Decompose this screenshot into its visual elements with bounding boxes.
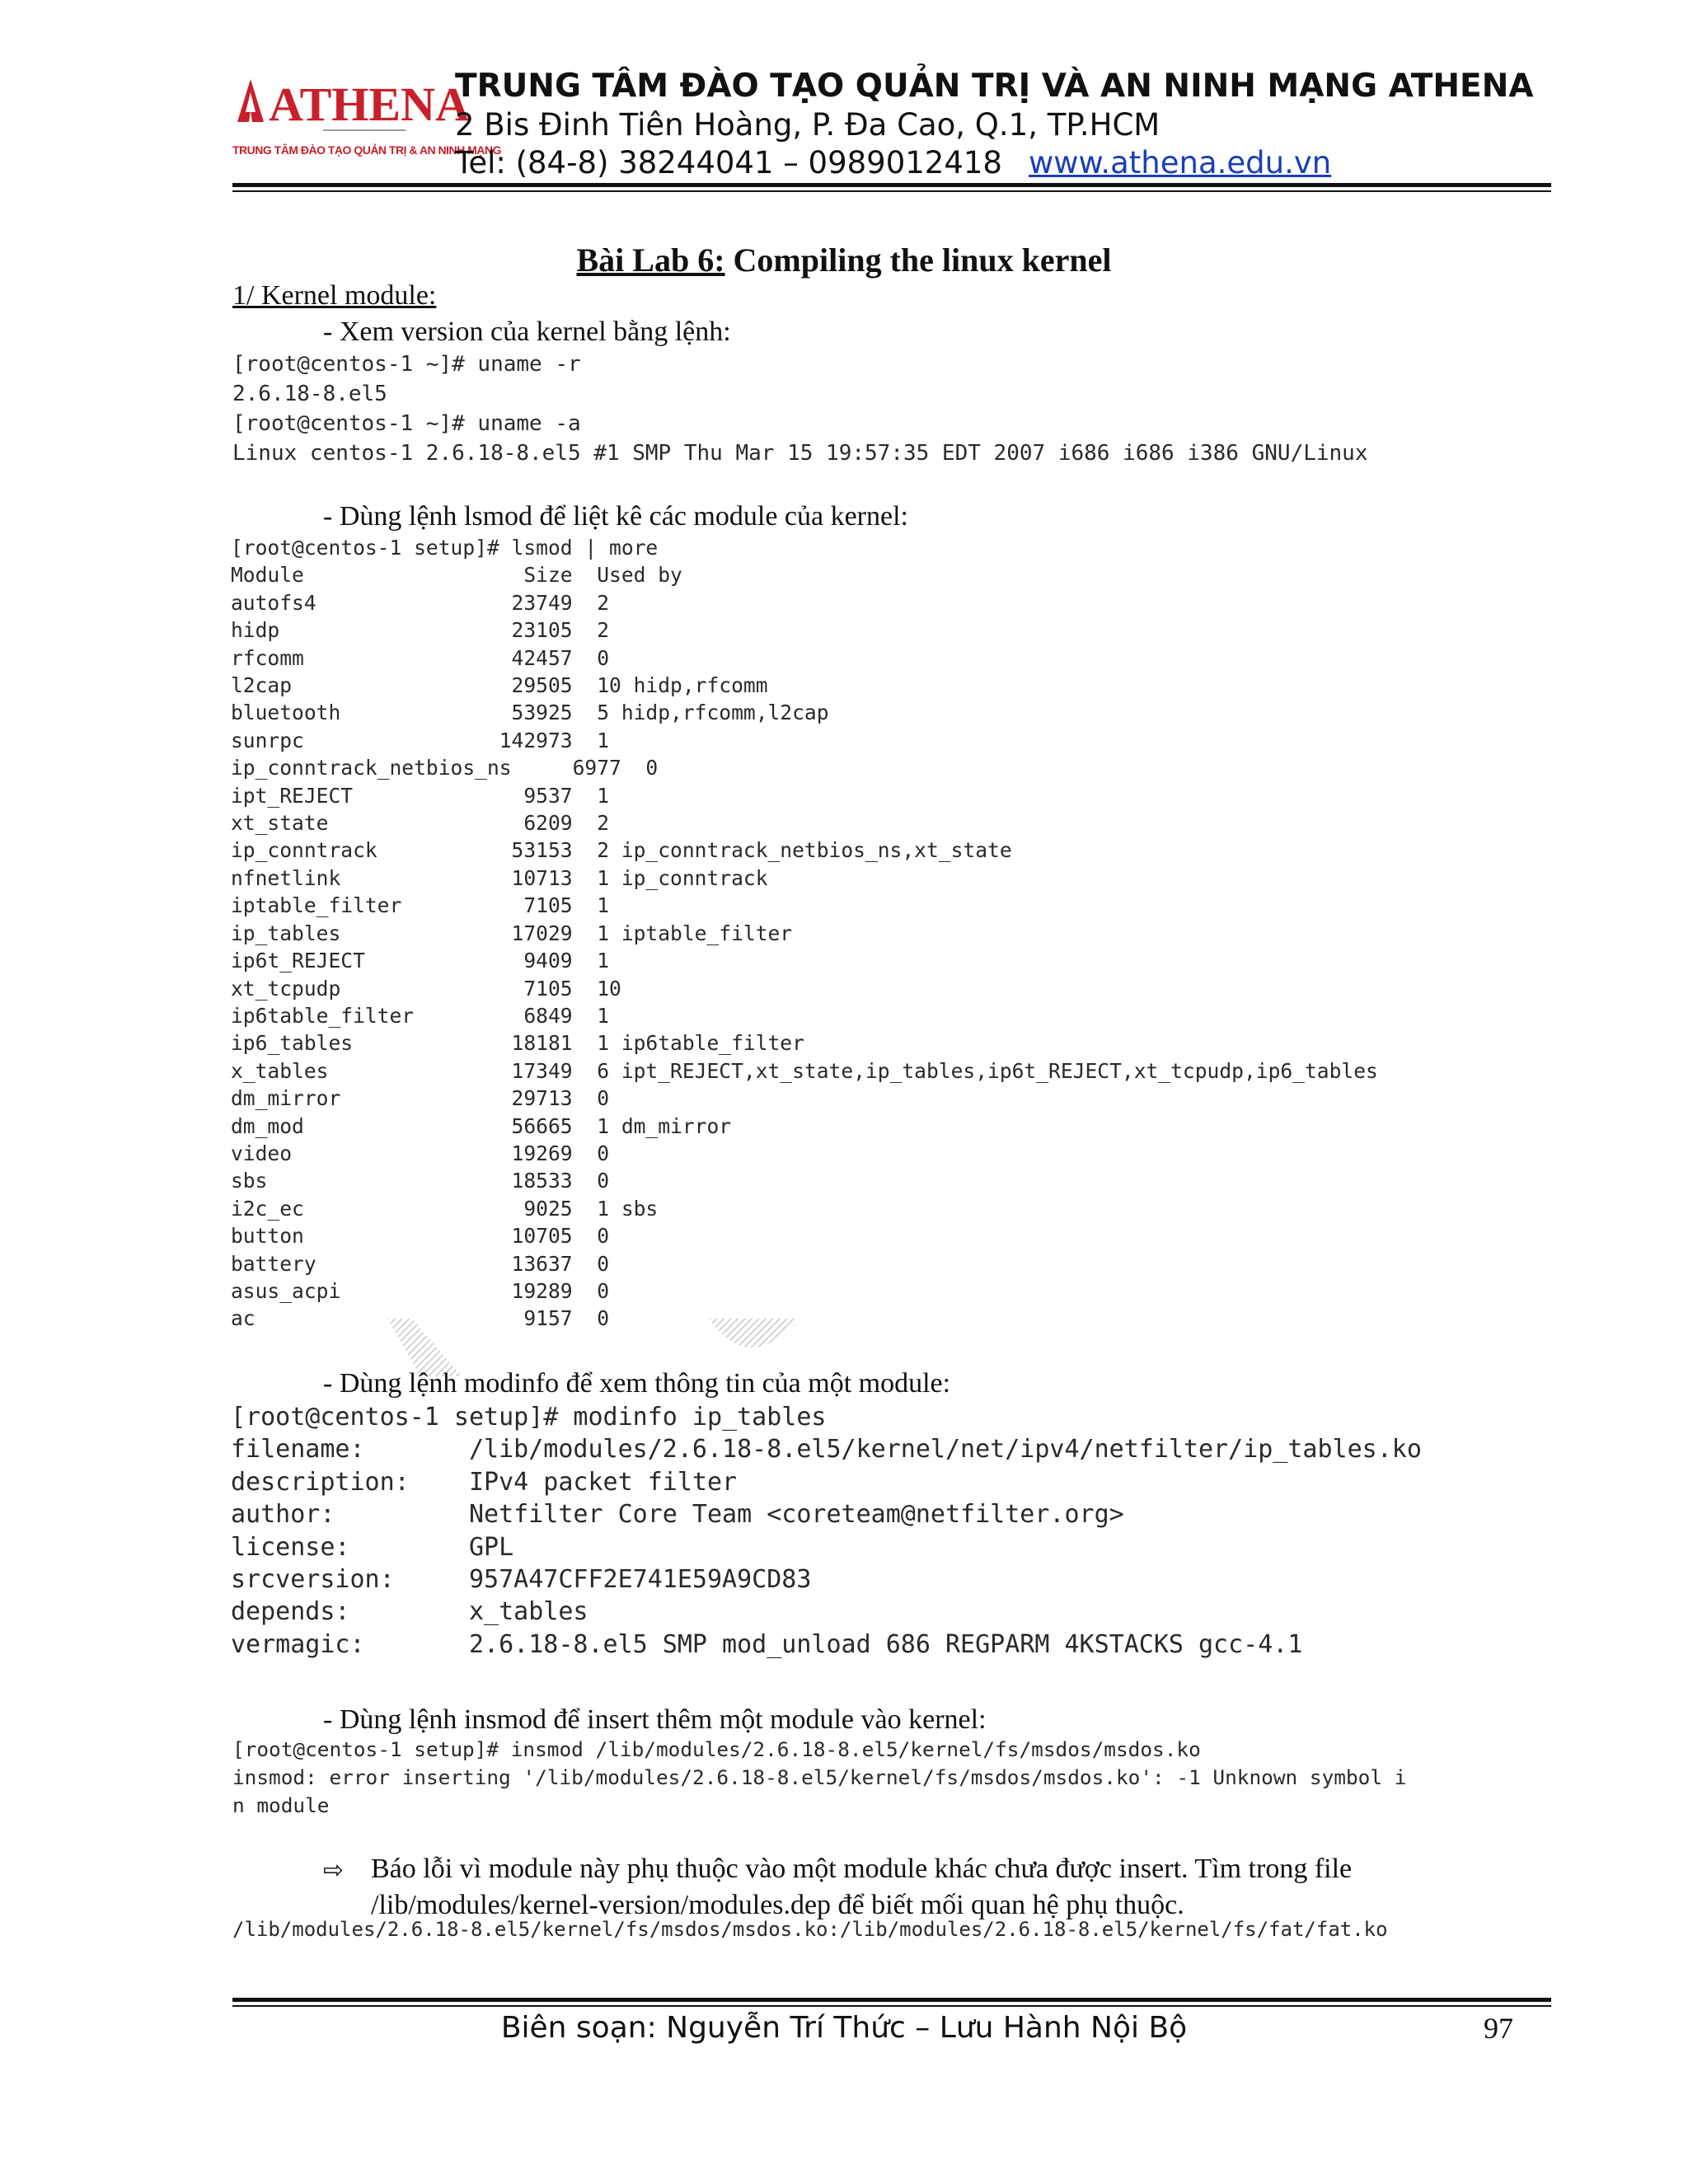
header-rule bbox=[232, 183, 1551, 187]
lab-number: Bài Lab 6: bbox=[576, 241, 725, 279]
note-text: Báo lỗi vì module này phụ thuộc vào một module khác chưa được insert. Tìm trong file /lib/modules/kernel-version/modules.dep để biết mối quan hệ phụ thuộc. bbox=[371, 1854, 1353, 1920]
logo-subtitle: TRUNG TÂM ĐÀO TẠO QUẢN TRỊ & AN NINH MẠNG bbox=[232, 143, 501, 157]
terminal-output-lsmod: [root@centos-1 setup]# lsmod | more Module Size Used by autofs4 23749 2 hidp 23105 2 rfcomm 42457 0 l2cap 29505 10 hidp,rfcomm bluetooth 53925 5 hidp,rfcomm,l2cap sunrpc 142973 1 ip_conntrack_netbios_ns 6977 0 ipt_REJECT 9537 1 xt_state 6209 2 ip_conntrack 53153 2 ip_conntrack_netbios_ns,xt_state nfnetlink 10713 1 ip_conntrack iptable_filter 7105 1 ip_tables 17029 1 iptable_filter ip6t_REJECT 9409 1 xt_tcpudp 7105 10 ip6table_filter 6849 1 ip6_tables 18181 1 ip6table_filter x_tables 17349 6 ipt_REJECT,xt_state,ip_tables,ip6t_REJECT,xt_tcpudp,ip6_tables dm_mirror 29713 0 dm_mod 56665 1 dm_mirror video 19269 0 sbs 18533 0 i2c_ec 9025 1 sbs button 10705 0 battery 13637 0 asus_acpi 19289 0 ac 9157 0 bbox=[231, 536, 1378, 1331]
header-rule-thin bbox=[232, 190, 1551, 192]
section-heading: 1/ Kernel module: bbox=[232, 280, 437, 311]
footer-rule bbox=[232, 1998, 1551, 2002]
athena-logo-mark bbox=[232, 71, 470, 142]
terminal-output-uname: [root@centos-1 ~]# uname -r 2.6.18-8.el5 [root@centos-1 ~]# uname -a Linux centos-1 2.6.18-8.el5 #1 SMP Thu Mar 15 19:57:35 EDT 2007 i686 i686 i386 GNU/Linux bbox=[232, 352, 1368, 466]
bullet-uname: - Xem version của kernel bằng lệnh: bbox=[323, 316, 731, 347]
terminal-output-modinfo: [root@centos-1 setup]# modinfo ip_tables filename: /lib/modules/2.6.18-8.el5/kernel/net/ipv4/netfilter/ip_tables.ko description: IPv4 packet filter author: Netfilter Core Team <coreteam@netfilter.org> license: GPL srcversion: 957A47CFF2E741E59A9CD83 depends: x_tables vermagic: 2.6.18-8.el5 SMP mod_unload 686 REGPARM 4KSTACKS gcc-4.1 bbox=[231, 1403, 1422, 1659]
terminal-output-modules-dep: /lib/modules/2.6.18-8.el5/kernel/fs/msdos/msdos.ko:/lib/modules/2.6.18-8.el5/kernel/fs/fat/fat.ko bbox=[232, 1918, 1388, 1941]
bullet-modinfo: - Dùng lệnh modinfo để xem thông tin của một module: bbox=[323, 1368, 951, 1399]
terminal-output-insmod: [root@centos-1 setup]# insmod /lib/modules/2.6.18-8.el5/kernel/fs/msdos/msdos.ko insmod: error inserting '/lib/modules/2.6.18-8.el5/kernel/fs/msdos/msdos.ko': -1 Unknown symbol i n module bbox=[232, 1737, 1407, 1817]
lab-title bbox=[0, 241, 1688, 279]
footer-author: Biên soạn: Nguyễn Trí Thức – Lưu Hành Nội Bộ bbox=[500, 2011, 1188, 2045]
organization-address: 2 Bis Đinh Tiên Hoàng, P. Đa Cao, Q.1, TP.HCM bbox=[455, 107, 1160, 143]
right-arrow-icon: ⇨ bbox=[323, 1856, 345, 1885]
footer-rule-thin bbox=[232, 2005, 1551, 2007]
lab-title-text: Compiling the linux kernel bbox=[724, 241, 1112, 279]
organization-contact bbox=[455, 145, 1331, 180]
page-number: 97 bbox=[1484, 2012, 1513, 2045]
bullet-lsmod: - Dùng lệnh lsmod để liệt kê các module của kernel: bbox=[323, 501, 908, 532]
telephone: Tel: (84-8) 38244041 – 0989012418 bbox=[455, 145, 1002, 180]
organization-name: TRUNG TÂM ĐÀO TẠO QUẢN TRỊ VÀ AN NINH MẠNG ATHENA bbox=[455, 68, 1534, 105]
bullet-insmod: - Dùng lệnh insmod để insert thêm một module vào kernel: bbox=[323, 1704, 987, 1735]
website-link[interactable]: www.athena.edu.vn bbox=[1028, 145, 1332, 180]
logo-text: ATHENA bbox=[269, 77, 470, 131]
athena-logo bbox=[232, 71, 501, 163]
